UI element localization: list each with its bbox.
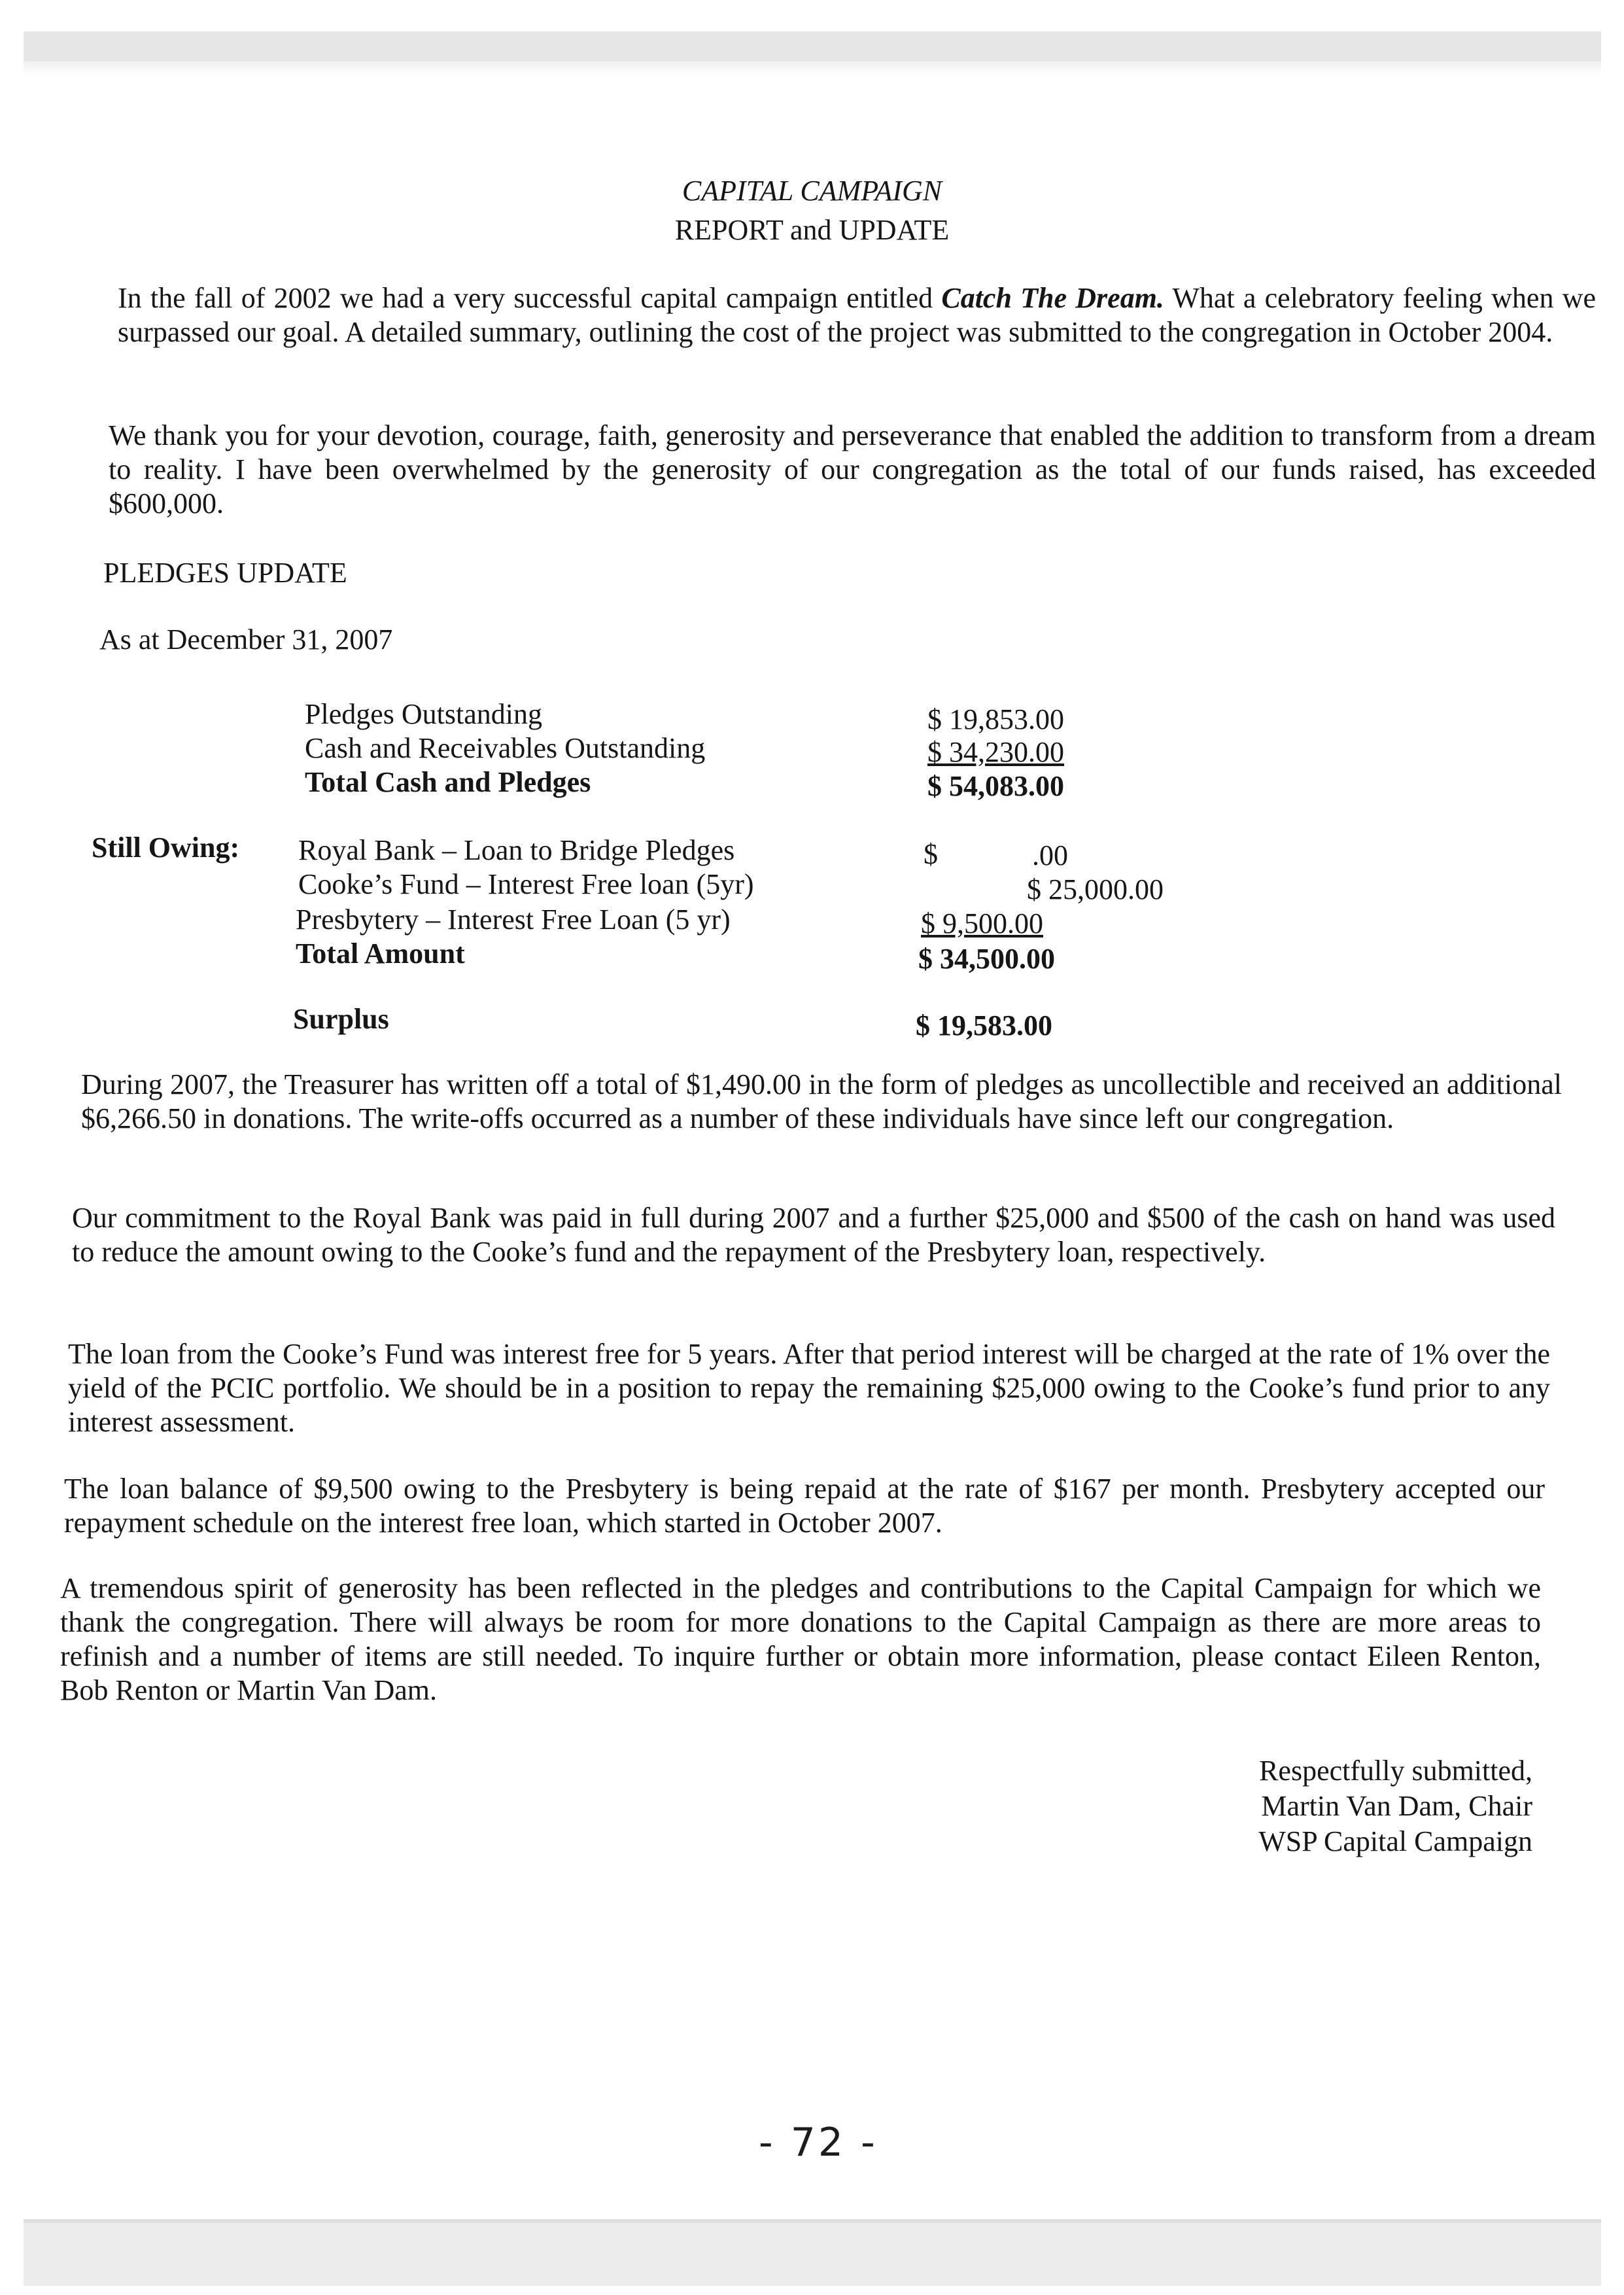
owing-total-label: Total Amount: [296, 937, 465, 970]
owing-row-1-sign: $: [924, 838, 938, 870]
scan-edge-top: [24, 31, 1601, 61]
owing-row-1-amount: .00: [1032, 839, 1068, 871]
closing-paragraph: A tremendous spirit of generosity has been reflected in the pledges and contributions to the Capital Campaign for which we thank the congregation. There will always be room for more donations to the Capital Campaign as there are more areas to refinish and a number of items are still needed. To inquire further or obtain more information, please contact Eileen Renton, Bob Renton or Martin Van Dam.: [60, 1572, 1541, 1706]
intro-paragraph-2: We thank you for your devotion, courage, faith, generosity and perseverance that enabled the addition to transform from a dream to reality. I have been overwhelmed by the generosity of our congregation as the total of our funds raised, has exceeded $600,000.: [109, 419, 1596, 519]
pledges-heading: PLEDGES UPDATE: [103, 557, 347, 589]
owing-row-3-label: Presbytery – Interest Free Loan (5 yr): [296, 903, 731, 936]
owing-row-2-label: Cooke’s Fund – Interest Free loan (5yr): [298, 868, 754, 900]
document-title: CAPITAL CAMPAIGN: [682, 175, 942, 207]
owing-row-2-amount: $ 25,000.00: [1027, 873, 1164, 905]
owing-row-3-amount: $ 9,500.00: [921, 907, 1043, 939]
scan-edge-top-shadow: [24, 61, 1601, 76]
campaign-name: Catch The Dream.: [941, 282, 1164, 314]
as-at-date: As at December 31, 2007: [99, 623, 393, 656]
pledges-row-2-label: Cash and Receivables Outstanding: [305, 732, 706, 764]
signature-organization: WSP Capital Campaign: [1258, 1825, 1532, 1857]
writeoff-paragraph: During 2007, the Treasurer has written off a total of $1,490.00 in the form of pledges as uncollectible and received an additional $6,266.50 in donations. The write-offs occurred as a number of these individuals have since left our congregation.: [81, 1068, 1562, 1134]
cookes-fund-paragraph: The loan from the Cooke’s Fund was interest free for 5 years. After that period interest will be charged at the rate of 1% over the yield of the PCIC portfolio. We should be in a position to repay the remaining $25,000 owing to the Cooke’s fund prior to any interest assessment.: [68, 1338, 1550, 1438]
pledges-row-2-amount: $ 34,230.00: [927, 736, 1064, 768]
presbytery-paragraph: The loan balance of $9,500 owing to the Presbytery is being repaid at the rate of $167 per month. Presbytery accepted our repayment schedule on the interest free loan, which started in October 2007.: [64, 1473, 1545, 1539]
intro-paragraph-1: [118, 281, 1596, 349]
pledges-row-1-amount: $ 19,853.00: [927, 703, 1064, 735]
intro-text-before: In the fall of 2002 we had a very successful capital campaign entitled: [118, 282, 942, 314]
pledges-total-label: Total Cash and Pledges: [305, 766, 591, 798]
document-subtitle: REPORT and UPDATE: [674, 214, 950, 246]
surplus-amount: $ 19,583.00: [916, 1009, 1052, 1042]
royal-bank-paragraph: Our commitment to the Royal Bank was paid in full during 2007 and a further $25,000 and $500 of the cash on hand was used to reduce the amount owing to the Cooke’s fund and the repayment of the Presbytery loan, respectively.: [72, 1202, 1555, 1268]
owing-total-amount: $ 34,500.00: [918, 943, 1055, 975]
intro-text-after: What a celebratory feeling when we surpassed our goal. A detailed summary, outlining the cost of the project was submitted to the congregation in October 2004.: [118, 282, 1596, 348]
document-header: [0, 171, 1624, 250]
signature-name: Martin Van Dam, Chair: [1261, 1790, 1532, 1822]
pledges-total-amount: $ 54,083.00: [927, 770, 1064, 802]
still-owing-label: Still Owing:: [92, 832, 240, 864]
page-number: - 72 -: [759, 2120, 878, 2165]
pledges-row-1-label: Pledges Outstanding: [305, 698, 542, 730]
signature-block: [1258, 1753, 1532, 1859]
scan-edge-bottom: [24, 2223, 1601, 2286]
surplus-label: Surplus: [293, 1003, 389, 1035]
signature-closing: Respectfully submitted,: [1259, 1755, 1532, 1787]
owing-row-1-label: Royal Bank – Loan to Bridge Pledges: [298, 834, 735, 866]
